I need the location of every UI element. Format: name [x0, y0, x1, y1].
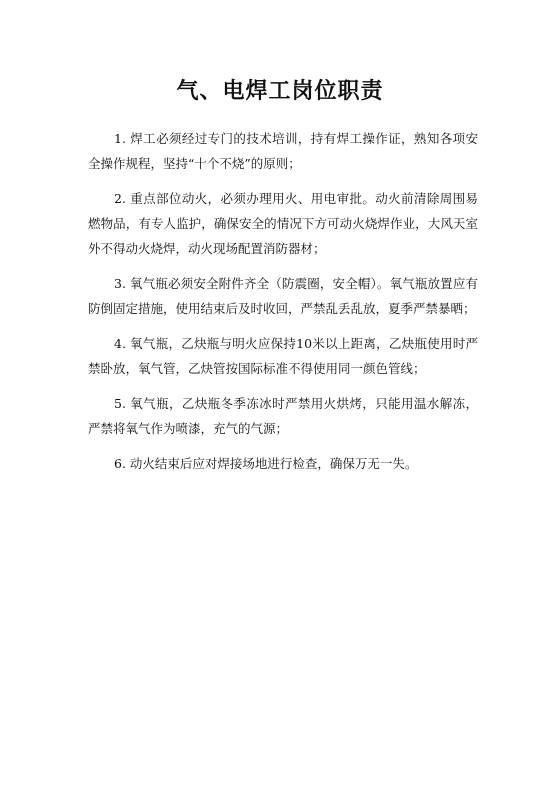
paragraph-2: 2. 重点部位动火，必须办理用火、用电审批。动火前清除周围易燃物品，有专人监护，确保安全的情况下方可动火烧焊作业，大风天室外不得动火烧焊，动火现场配置消防器材；: [88, 191, 478, 256]
paragraph-5: 5. 氧气瓶，乙炔瓶冬季冻冰时严禁用火烘烤，只能用温水解冻，严禁将氧气作为喷漆，充气的气源；: [88, 396, 478, 436]
paragraph-1: 1. 焊工必须经过专门的技术培训，持有焊工操作证，熟知各项安全操作规程，坚持“十个不烧”的原则；: [88, 131, 478, 171]
document-body: [88, 126, 478, 486]
paragraph-6: 6. 动火结束后应对焊接场地进行检查，确保万无一失。: [114, 456, 418, 471]
document-title: 气、电焊工岗位职责: [176, 78, 384, 104]
paragraph-3: 3. 氧气瓶必须安全附件齐全（防震圈，安全帽）。氧气瓶放置应有防倒固定措施，使用结束后及时收回，严禁乱丢乱放，夏季严禁暴晒；: [88, 276, 478, 316]
paragraph-4: 4. 氧气瓶，乙炔瓶与明火应保持10米以上距离，乙炔瓶使用时严禁卧放，氧气管，乙炔管按国际标准不得使用同一颜色管线；: [88, 336, 478, 376]
